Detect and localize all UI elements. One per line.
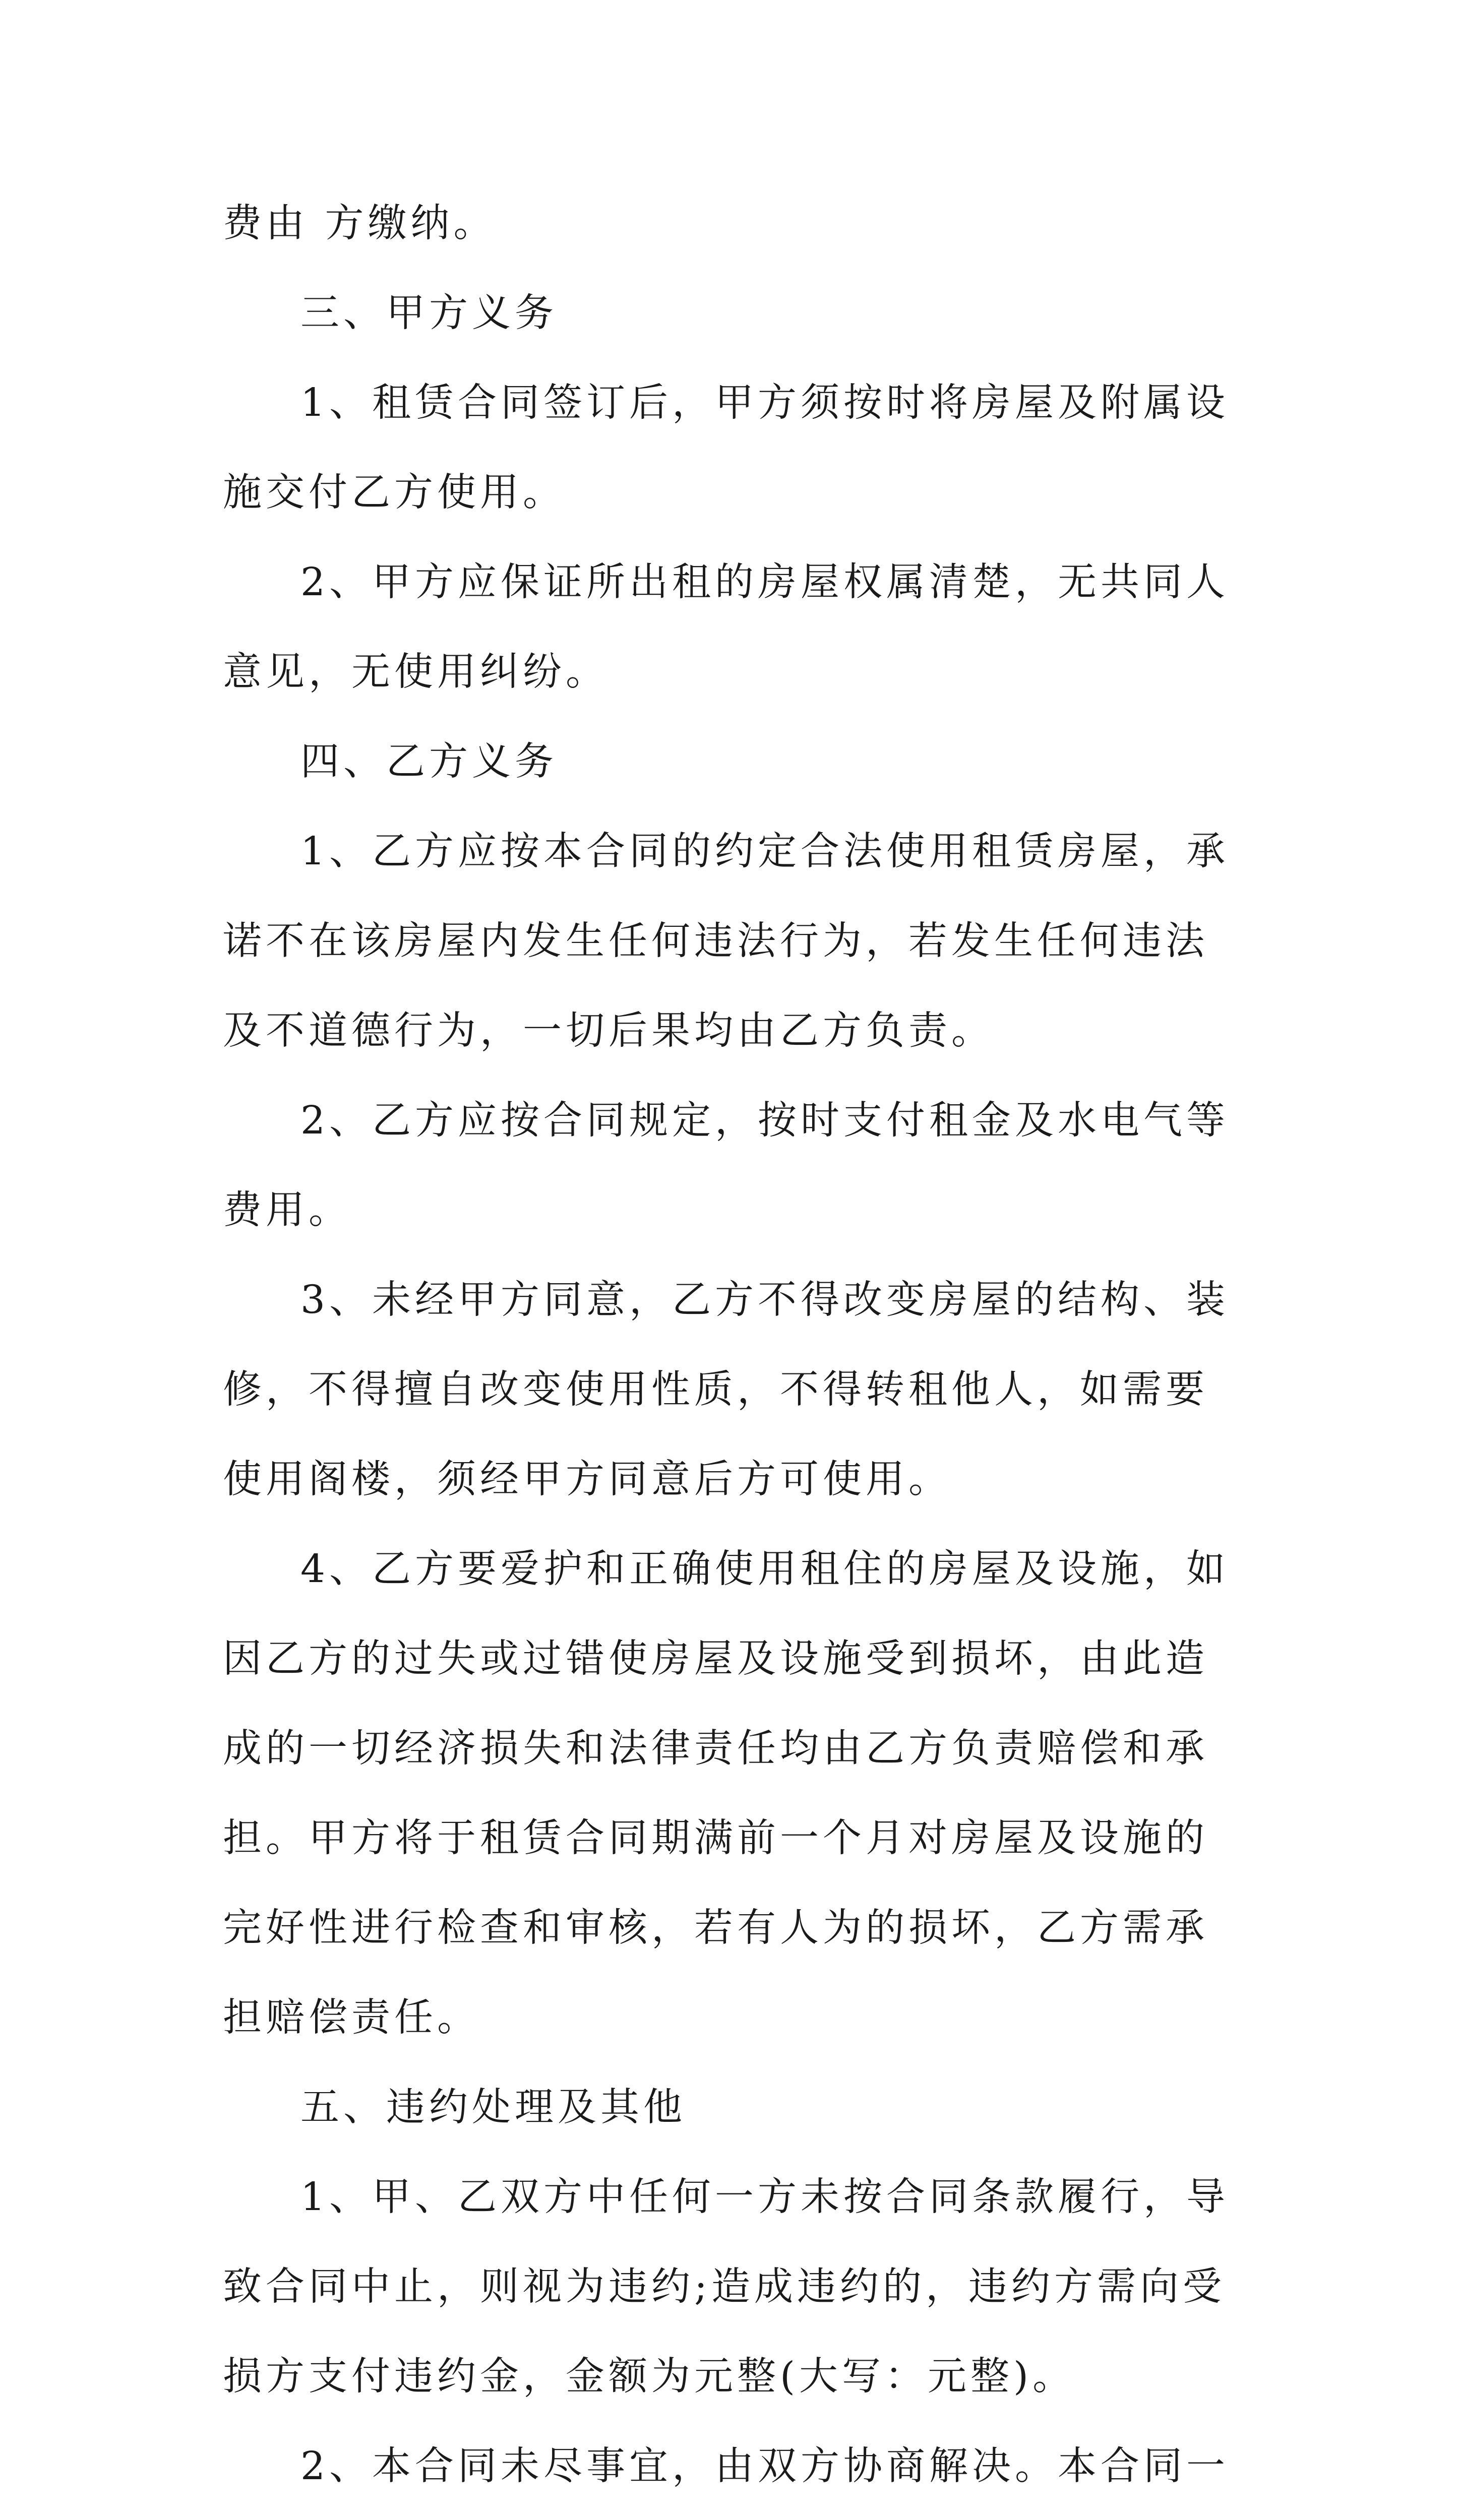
- clause-b1: 1、乙方应按本合同的约定合法使用租赁房屋，承诺不在该房屋内发生任何违法行为，若发生任何违法及不道德行为，一切后果均由乙方负责。: [223, 829, 1229, 1053]
- clause-b3: 3、未经甲方同意，乙方不得改变房屋的结构、装修，不得擅自改变使用性质，不得转租他人，如需要使用阁楼，须经甲方同意后方可使用。: [223, 1278, 1229, 1502]
- clause-a2: 2、甲方应保证所出租的房屋权属清楚，无共同人意见，无使用纠纷。: [223, 560, 1229, 695]
- clause-c1: 1、甲、乙双方中任何一方未按合同条款履行，导致合同中止，则视为违约;造成违约的，违约方需向受损方支付违约金，金额为元整(大写：元整)。: [223, 2175, 1229, 2399]
- section-heading-breach-and-other: 五、违约处理及其他: [300, 2085, 686, 2130]
- clause-c2: 2、本合同未尽事宜，由双方协商解决。本合同一: [300, 2444, 1229, 2489]
- clause-a1: 1、租赁合同签订后，甲方须按时将房屋及附属设施交付乙方使用。: [223, 381, 1229, 515]
- clause-b4: 4、乙方要爱护和正确使用租住的房屋及设施，如因乙方的过失或过错使房屋及设施受到损坏，由此造成的一切经济损失和法律责任均由乙方负责赔偿和承担。甲方将于租赁合同期满前一个月对房屋及设施的完好性进行检查和审核，若有人为的损坏，乙方需承担赔偿责任。: [223, 1547, 1229, 2040]
- paragraph-fee-continuation: 费由 方缴纳。: [223, 201, 497, 246]
- section-heading-party-b-obligations: 四、乙方义务: [300, 739, 558, 784]
- section-heading-party-a-obligations: 三、甲方义务: [300, 291, 558, 336]
- clause-b2: 2、乙方应按合同规定，按时支付租金及水电气等费用。: [223, 1098, 1229, 1233]
- document-body: [223, 179, 1241, 2520]
